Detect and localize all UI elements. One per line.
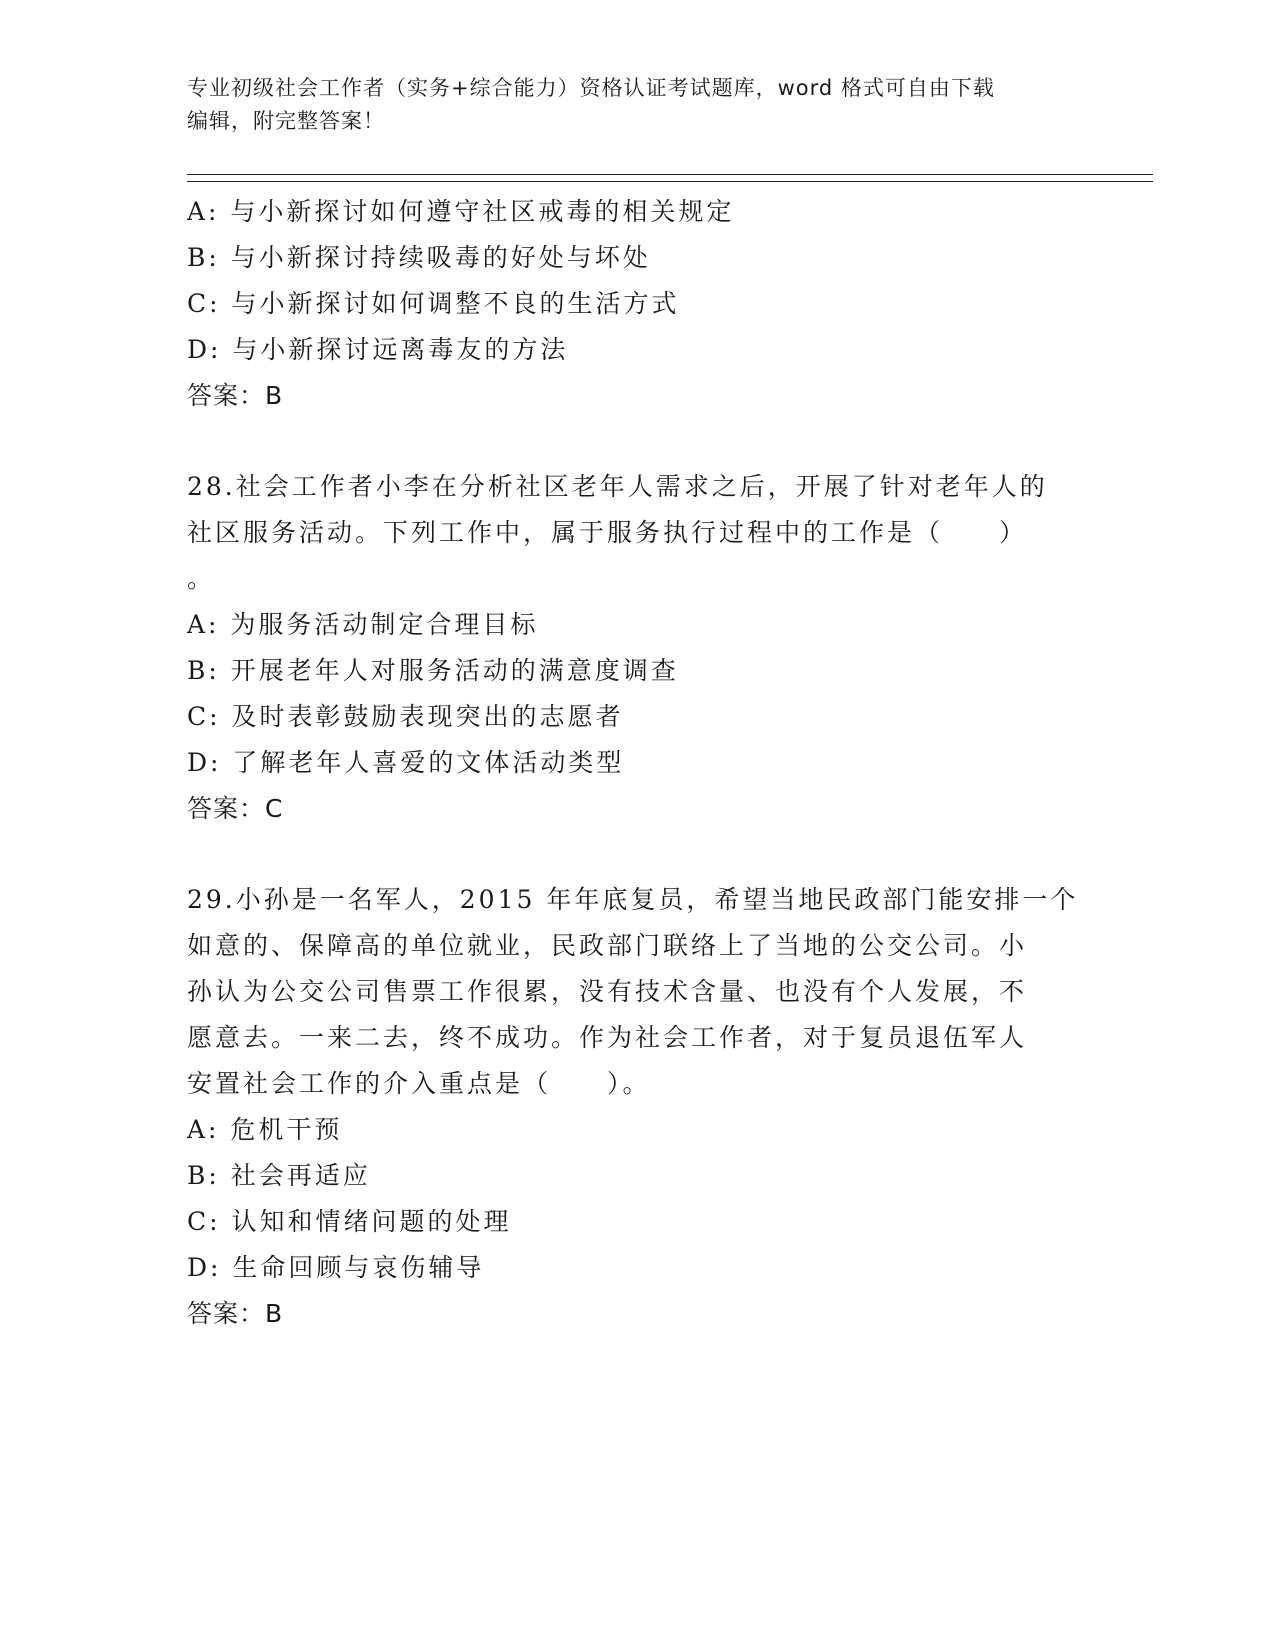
header-divider-bottom [187,181,1153,182]
question-spacer [187,419,1087,464]
option-c: C: 与小新探讨如何调整不良的生活方式 [187,289,680,318]
option-c: C: 认知和情绪问题的处理 [187,1207,512,1236]
question-stem-line: 。 [187,564,216,593]
question-stem-line: 孙认为公交公司售票工作很累，没有技术含量、也没有个人发展，不 [187,977,1028,1006]
option-d: D: 生命回顾与哀伤辅导 [187,1253,485,1282]
option-a: A: 为服务活动制定合理目标 [187,610,539,639]
question-stem-line: 愿意去。一来二去，终不成功。作为社会工作者，对于复员退伍军人 [187,1023,1028,1052]
header-divider-top [187,174,1153,175]
question-29 [187,877,1087,1337]
option-d: D: 与小新探讨远离毒友的方法 [187,335,569,364]
option-b: B: 与小新探讨持续吸毒的好处与坏处 [187,243,651,272]
option-c: C: 及时表彰鼓励表现突出的志愿者 [187,702,624,731]
option-b: B: 开展老年人对服务活动的满意度调查 [187,656,679,685]
question-stem-line: 29.小孙是一名军人，2015 年年底复员，希望当地民政部门能安排一个 [187,885,1079,914]
question-stem-line: 如意的、保障高的单位就业，民政部门联络上了当地的公交公司。小 [187,931,1028,960]
option-b: B: 社会再适应 [187,1161,371,1190]
question-stem-line: 安置社会工作的介入重点是（ ）。 [187,1069,651,1098]
question-stem-line: 社区服务活动。下列工作中，属于服务执行过程中的工作是（ ） [187,518,1028,547]
answer: 答案：B [187,1299,284,1328]
header-line-1: 专业初级社会工作者（实务+综合能力）资格认证考试题库，word 格式可自由下载 [187,76,995,100]
question-spacer [187,832,1087,877]
question-27 [187,189,1087,419]
header-line-2: 编辑，附完整答案！ [187,109,385,133]
question-28 [187,464,1087,832]
document-header [187,72,1087,138]
answer: 答案：B [187,381,284,410]
option-a: A: 与小新探讨如何遵守社区戒毒的相关规定 [187,197,735,226]
question-list [187,189,1087,1337]
question-stem-line: 28.社会工作者小李在分析社区老年人需求之后，开展了针对老年人的 [187,472,1048,501]
option-a: A: 危机干预 [187,1115,343,1144]
option-d: D: 了解老年人喜爱的文体活动类型 [187,748,625,777]
answer: 答案：C [187,794,284,823]
